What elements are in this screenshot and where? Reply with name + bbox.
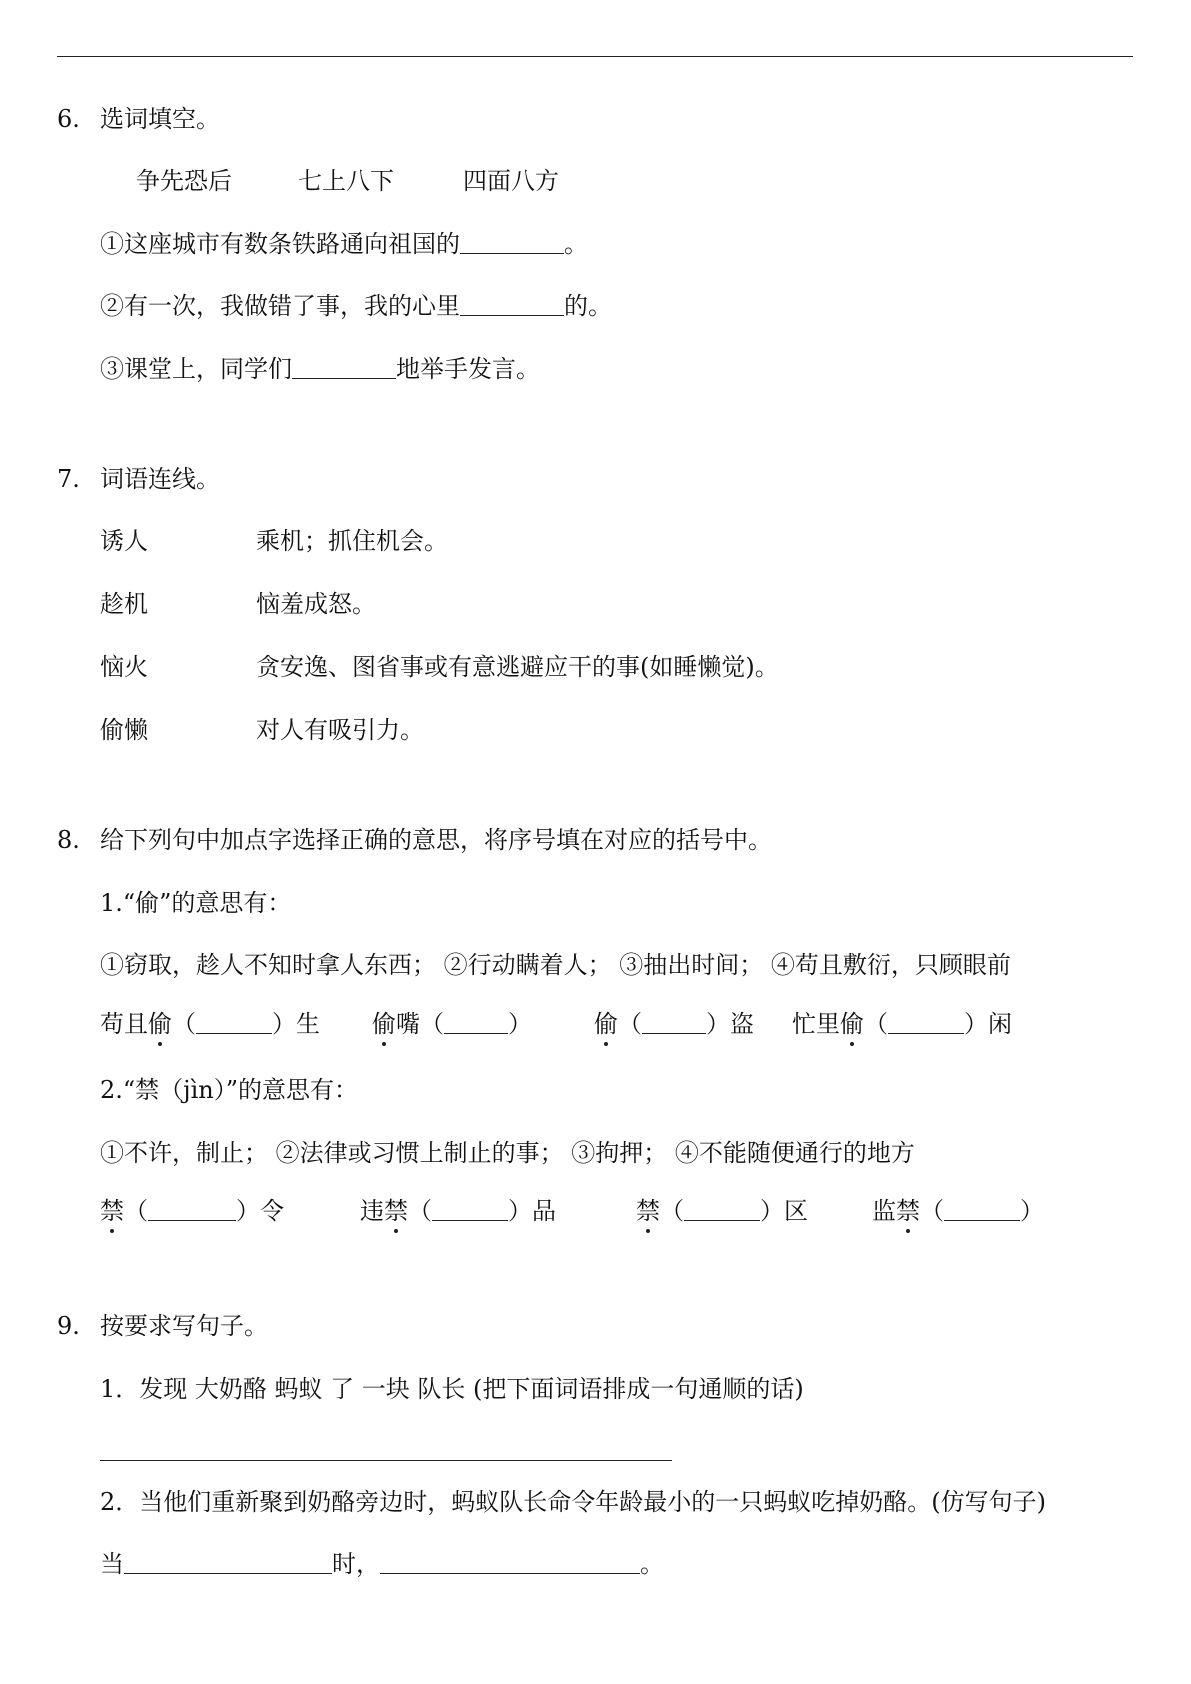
q8-sub1-item-2-mid: 嘴 xyxy=(396,1010,420,1038)
q9-item-2-mid: 时， xyxy=(332,1550,380,1578)
q7-right-4[interactable]: 对人有吸引力。 xyxy=(256,716,424,744)
q7-number: 7. xyxy=(57,465,80,493)
q6-title: 选词填空。 xyxy=(100,105,220,133)
q7-right-2[interactable]: 恼羞成怒。 xyxy=(256,590,376,618)
q7-left-3[interactable]: 恼火 xyxy=(100,653,148,681)
q8-sub2-title: 2.“禁（jìn）”的意思有： xyxy=(100,1076,359,1104)
q6-item-3-after: 地举手发言。 xyxy=(396,355,540,383)
q8-sub2-item-2-open: （ xyxy=(408,1197,432,1225)
q8-sub1-item-4-post: 闲 xyxy=(988,1010,1012,1038)
q6-item-2-after: 的。 xyxy=(564,292,612,320)
q8-sub2-item-4-dotted: 禁 xyxy=(896,1197,920,1225)
q9-title: 按要求写句子。 xyxy=(100,1312,268,1340)
q8-sub1-item-1-open: （ xyxy=(172,1010,196,1038)
q8-sub2-item-1-open: （ xyxy=(124,1197,148,1225)
q8-sub2-item-4-pre: 监 xyxy=(872,1197,896,1225)
q6-word-1: 争先恐后 xyxy=(136,167,232,195)
q8-sub1-meanings: ①窃取，趁人不知时拿人东西； ②行动瞒着人； ③抽出时间； ④苟且敷衍，只顾眼前 xyxy=(100,951,1011,979)
q8-sub2-item-4-blank[interactable] xyxy=(944,1198,1020,1221)
q9-item-1: 1．发现 大奶酪 蚂蚁 了 一块 队长 (把下面词语排成一句通顺的话) xyxy=(100,1375,804,1403)
q8-sub2-item-4 xyxy=(872,1195,1044,1227)
q8-sub1-item-2-close: ） xyxy=(508,1010,532,1038)
q9-item-2-blank-1[interactable] xyxy=(124,1551,332,1574)
q8-sub2-item-1-post: 令 xyxy=(260,1197,284,1225)
q7-left-1[interactable]: 诱人 xyxy=(100,527,148,555)
q8-sub2-item-3-post: 区 xyxy=(784,1197,808,1225)
q6-word-3: 四面八方 xyxy=(463,167,559,195)
q8-sub2-item-3-open: （ xyxy=(660,1197,684,1225)
q8-sub1-item-3-blank[interactable] xyxy=(642,1011,706,1034)
q6-number: 6. xyxy=(57,105,80,133)
q8-sub1-item-2-open: （ xyxy=(420,1010,444,1038)
q6-item-3 xyxy=(100,353,540,385)
q8-sub1-item-1-post: 生 xyxy=(296,1010,320,1038)
q8-sub2-item-2-post: 品 xyxy=(532,1197,556,1225)
q8-sub2-item-2-dotted: 禁 xyxy=(384,1197,408,1225)
q6-item-2-before: ②有一次，我做错了事，我的心里 xyxy=(100,292,460,320)
q6-item-3-before: ③课堂上，同学们 xyxy=(100,355,292,383)
q8-sub1-item-4-blank[interactable] xyxy=(888,1011,964,1034)
q6-item-1 xyxy=(100,228,588,260)
q8-sub1-item-1-pre: 苟且 xyxy=(100,1010,148,1038)
q6-item-1-before: ①这座城市有数条铁路通向祖国的 xyxy=(100,230,460,258)
q8-sub2-item-2-close: ） xyxy=(508,1197,532,1225)
q8-sub2-item-3-blank[interactable] xyxy=(684,1198,760,1221)
q7-left-2[interactable]: 趁机 xyxy=(100,590,148,618)
q8-sub1-item-3-close: ） xyxy=(706,1010,730,1038)
q9-item-2-blank-2[interactable] xyxy=(380,1551,640,1574)
q8-sub1-title: 1.“偷”的意思有： xyxy=(100,889,292,917)
q8-sub2-item-1-close: ） xyxy=(236,1197,260,1225)
q8-sub1-item-2-dotted: 偷 xyxy=(372,1010,396,1038)
q6-item-3-blank[interactable] xyxy=(292,356,396,379)
q8-sub1-item-3 xyxy=(594,1008,754,1040)
q8-sub2-item-1-dotted: 禁 xyxy=(100,1197,124,1225)
q8-sub2-item-2 xyxy=(360,1195,556,1227)
q6-item-2-blank[interactable] xyxy=(460,293,564,316)
q8-sub2-item-1-blank[interactable] xyxy=(148,1198,236,1221)
q8-sub1-item-4-close: ） xyxy=(964,1010,988,1038)
q8-sub2-item-1 xyxy=(100,1195,284,1227)
q7-right-3[interactable]: 贪安逸、图省事或有意逃避应干的事(如睡懒觉)。 xyxy=(256,653,779,681)
q8-sub2-item-4-open: （ xyxy=(920,1197,944,1225)
q8-sub2-item-3-close: ） xyxy=(760,1197,784,1225)
top-rule xyxy=(57,56,1133,57)
q9-item-1-answer-line[interactable] xyxy=(100,1438,672,1461)
q8-sub1-item-1 xyxy=(100,1008,320,1040)
q8-sub1-item-2 xyxy=(372,1008,532,1040)
q8-sub1-item-1-blank[interactable] xyxy=(196,1011,272,1034)
q6-item-2 xyxy=(100,290,612,322)
q7-left-4[interactable]: 偷懒 xyxy=(100,716,148,744)
q8-sub1-item-4 xyxy=(792,1008,1012,1040)
q7-title: 词语连线。 xyxy=(100,465,220,493)
q8-sub2-meanings: ①不许，制止； ②法律或习惯上制止的事； ③拘押； ④不能随便通行的地方 xyxy=(100,1139,915,1167)
q8-sub1-item-1-close: ） xyxy=(272,1010,296,1038)
q8-sub1-item-4-pre: 忙里 xyxy=(792,1010,840,1038)
q8-sub1-item-4-open: （ xyxy=(864,1010,888,1038)
q8-sub2-item-2-pre: 违 xyxy=(360,1197,384,1225)
q9-item-2-post: 。 xyxy=(640,1550,664,1578)
q9-item-2-pattern xyxy=(100,1548,664,1580)
q8-number: 8. xyxy=(57,826,80,854)
q8-sub2-item-3-dotted: 禁 xyxy=(636,1197,660,1225)
q6-item-1-blank[interactable] xyxy=(460,231,564,254)
q7-right-1[interactable]: 乘机；抓住机会。 xyxy=(256,527,448,555)
q8-sub1-item-3-post: 盗 xyxy=(730,1010,754,1038)
q6-word-2: 七上八下 xyxy=(298,167,394,195)
q8-sub2-item-4-close: ） xyxy=(1020,1197,1044,1225)
q8-sub1-item-2-blank[interactable] xyxy=(444,1011,508,1034)
q8-sub2-item-3 xyxy=(636,1195,808,1227)
q8-sub1-item-3-open: （ xyxy=(618,1010,642,1038)
q8-sub1-item-4-dotted: 偷 xyxy=(840,1010,864,1038)
q8-title: 给下列句中加点字选择正确的意思，将序号填在对应的括号中。 xyxy=(100,826,772,854)
q6-item-1-after: 。 xyxy=(564,230,588,258)
q9-item-2: 2．当他们重新聚到奶酪旁边时，蚂蚁队长命令年龄最小的一只蚂蚁吃掉奶酪。(仿写句子) xyxy=(100,1488,1046,1516)
q8-sub1-item-3-dotted: 偷 xyxy=(594,1010,618,1038)
q8-sub2-item-2-blank[interactable] xyxy=(432,1198,508,1221)
q9-number: 9. xyxy=(57,1312,80,1340)
q9-item-2-pre: 当 xyxy=(100,1550,124,1578)
q8-sub1-item-1-dotted: 偷 xyxy=(148,1010,172,1038)
